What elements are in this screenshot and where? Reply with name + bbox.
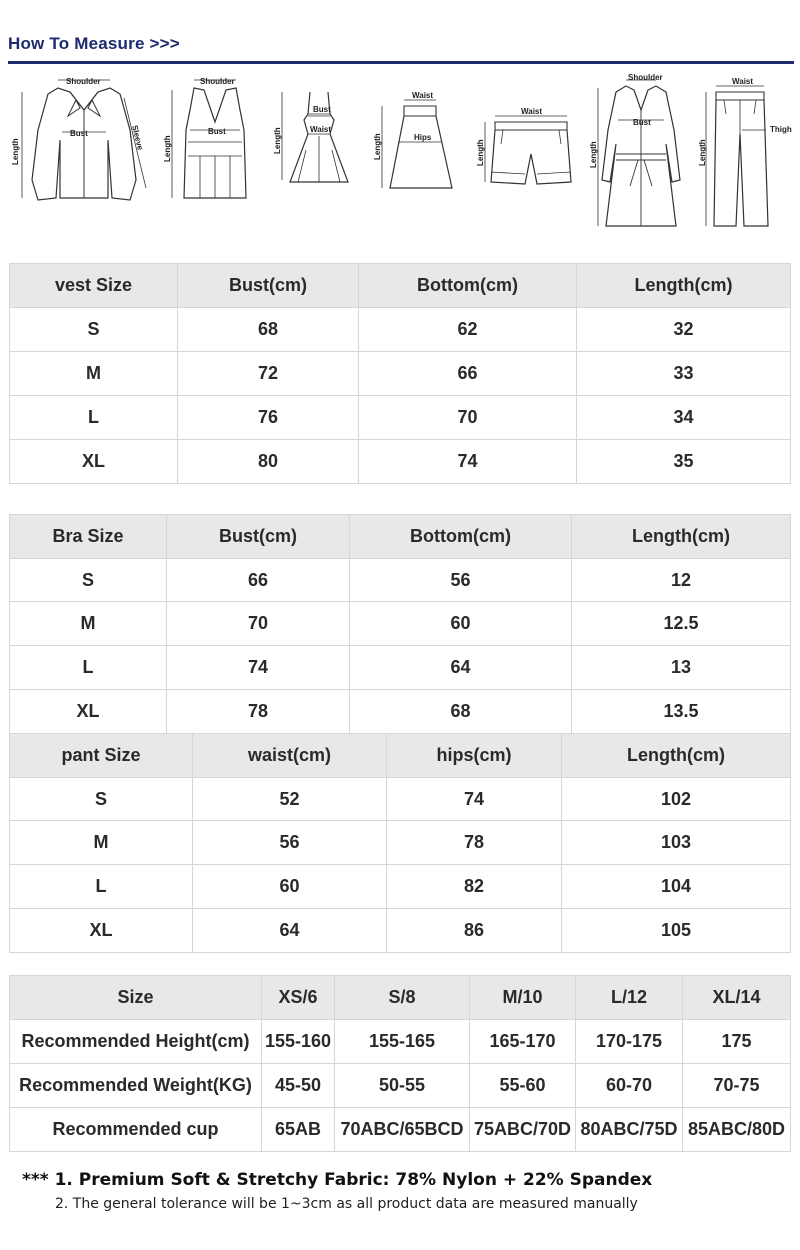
header-cell: Length(cm) — [562, 734, 791, 778]
table-cell: 72 — [178, 352, 359, 396]
table-cell: 74 — [167, 646, 350, 690]
blouse-sleeve-label: Sleeve — [130, 124, 145, 152]
vest-size-table — [9, 263, 791, 484]
table-cell: M — [10, 602, 167, 646]
table-cell: 165-170 — [470, 1020, 576, 1064]
pants-waist-label: Waist — [732, 77, 754, 86]
measurement-diagrams — [0, 70, 800, 240]
product-notes — [22, 1170, 792, 1212]
table-cell: 103 — [562, 821, 791, 865]
table-cell: 62 — [359, 308, 577, 352]
coat-diagram — [588, 70, 693, 240]
coat-length-label: Length — [589, 141, 598, 168]
table-row — [10, 559, 791, 602]
table-cell: S — [10, 778, 193, 821]
header-cell: Bottom(cm) — [359, 264, 577, 308]
table-cell: 102 — [562, 778, 791, 821]
table-row — [10, 778, 791, 821]
table-cell: XL — [10, 909, 193, 953]
header-cell: Bust(cm) — [178, 264, 359, 308]
table-cell: 105 — [562, 909, 791, 953]
table-cell: 52 — [193, 778, 387, 821]
bra-size-table — [9, 514, 791, 734]
table-row — [10, 865, 791, 909]
table-cell: L — [10, 865, 193, 909]
tank-diagram — [160, 70, 270, 210]
table-cell: 13 — [572, 646, 791, 690]
table-cell: 64 — [193, 909, 387, 953]
table-cell: 155-165 — [335, 1020, 470, 1064]
table-row — [10, 602, 791, 646]
table-cell: 70 — [167, 602, 350, 646]
table-row — [10, 308, 791, 352]
recommendation-table — [9, 975, 791, 1152]
how-to-measure-header — [8, 34, 792, 54]
table-cell: 12.5 — [572, 602, 791, 646]
table-cell: 74 — [359, 440, 577, 484]
skirt-hips-label: Hips — [414, 133, 432, 142]
shorts-waist-label: Waist — [521, 107, 543, 116]
table-cell: 50-55 — [335, 1064, 470, 1108]
pants-diagram — [698, 70, 798, 240]
header-cell: Size — [10, 976, 262, 1020]
header-cell: XS/6 — [262, 976, 335, 1020]
table-cell: 74 — [387, 778, 562, 821]
table-cell: 66 — [359, 352, 577, 396]
pant-size-table — [9, 733, 791, 953]
table-cell: S — [10, 559, 167, 602]
table-cell: M — [10, 352, 178, 396]
skirt-length-label: Length — [373, 133, 382, 160]
dress-diagram — [272, 70, 367, 210]
header-title: How To Measure >>> — [8, 34, 180, 53]
table-cell: 64 — [350, 646, 572, 690]
blouse-bust-label: Bust — [70, 129, 88, 138]
header-cell: XL/14 — [683, 976, 791, 1020]
table-header-row — [10, 976, 791, 1020]
table-row — [10, 821, 791, 865]
table-cell: 68 — [178, 308, 359, 352]
tank-bust-label: Bust — [208, 127, 226, 136]
table-cell: 60-70 — [576, 1064, 683, 1108]
table-cell: 60 — [193, 865, 387, 909]
table-cell: 70-75 — [683, 1064, 791, 1108]
table-cell: 175 — [683, 1020, 791, 1064]
header-cell: waist(cm) — [193, 734, 387, 778]
table-row — [10, 440, 791, 484]
table-header-row — [10, 734, 791, 778]
header-cell: Length(cm) — [577, 264, 791, 308]
header-cell: Bra Size — [10, 515, 167, 559]
table-cell: L — [10, 396, 178, 440]
table-cell: 78 — [167, 690, 350, 734]
table-cell: 33 — [577, 352, 791, 396]
table-cell: 34 — [577, 396, 791, 440]
coat-bust-label: Bust — [633, 118, 651, 127]
table-row — [10, 1108, 791, 1152]
table-cell: 68 — [350, 690, 572, 734]
header-cell: Length(cm) — [572, 515, 791, 559]
table-row — [10, 909, 791, 953]
table-cell: 13.5 — [572, 690, 791, 734]
table-cell: 75ABC/70D — [470, 1108, 576, 1152]
header-divider — [8, 61, 794, 64]
blouse-diagram — [8, 70, 158, 210]
table-cell: 56 — [350, 559, 572, 602]
pants-length-label: Length — [698, 139, 707, 166]
table-cell: XL — [10, 690, 167, 734]
coat-shoulder-label: Shoulder — [628, 73, 663, 82]
skirt-diagram — [372, 70, 472, 210]
table-cell: 170-175 — [576, 1020, 683, 1064]
table-cell: 35 — [577, 440, 791, 484]
table-cell: 78 — [387, 821, 562, 865]
header-cell: M/10 — [470, 976, 576, 1020]
dress-waist-label: Waist — [310, 125, 332, 134]
table-cell: 86 — [387, 909, 562, 953]
table-row — [10, 646, 791, 690]
header-cell: pant Size — [10, 734, 193, 778]
header-cell: L/12 — [576, 976, 683, 1020]
table-cell: Recommended cup — [10, 1108, 262, 1152]
table-cell: 80ABC/75D — [576, 1108, 683, 1152]
table-cell: 70ABC/65BCD — [335, 1108, 470, 1152]
table-cell: M — [10, 821, 193, 865]
table-cell: 82 — [387, 865, 562, 909]
table-cell: 80 — [178, 440, 359, 484]
table-header-row — [10, 515, 791, 559]
table-header-row — [10, 264, 791, 308]
blouse-length-label: Length — [11, 138, 20, 165]
header-cell: vest Size — [10, 264, 178, 308]
table-cell: 85ABC/80D — [683, 1108, 791, 1152]
table-cell: 45-50 — [262, 1064, 335, 1108]
pants-thigh-label: Thigh — [770, 125, 792, 134]
blouse-shoulder-label: Shoulder — [66, 77, 101, 86]
table-cell: 56 — [193, 821, 387, 865]
table-cell: XL — [10, 440, 178, 484]
dress-bust-label: Bust — [313, 105, 331, 114]
table-cell: 60 — [350, 602, 572, 646]
tank-length-label: Length — [163, 135, 172, 162]
table-cell: 65AB — [262, 1108, 335, 1152]
table-cell: S — [10, 308, 178, 352]
table-cell: Recommended Weight(KG) — [10, 1064, 262, 1108]
header-cell: Bottom(cm) — [350, 515, 572, 559]
table-cell: 104 — [562, 865, 791, 909]
table-row — [10, 396, 791, 440]
table-row — [10, 690, 791, 734]
dress-length-label: Length — [273, 127, 282, 154]
table-cell: 66 — [167, 559, 350, 602]
header-cell: S/8 — [335, 976, 470, 1020]
header-cell: hips(cm) — [387, 734, 562, 778]
table-cell: 55-60 — [470, 1064, 576, 1108]
header-cell: Bust(cm) — [167, 515, 350, 559]
table-cell: 70 — [359, 396, 577, 440]
table-cell: 155-160 — [262, 1020, 335, 1064]
table-row — [10, 1020, 791, 1064]
table-row — [10, 1064, 791, 1108]
table-cell: 12 — [572, 559, 791, 602]
skirt-waist-label: Waist — [412, 91, 434, 100]
tolerance-note: 2. The general tolerance will be 1~3cm as all product data are measured manually — [55, 1196, 638, 1212]
table-cell: L — [10, 646, 167, 690]
fabric-note: *** 1. Premium Soft & Stretchy Fabric: 78% Nylon + 22% Spandex — [22, 1170, 653, 1190]
table-cell: 76 — [178, 396, 359, 440]
table-cell: Recommended Height(cm) — [10, 1020, 262, 1064]
shorts-length-label: Length — [476, 139, 485, 166]
table-cell: 32 — [577, 308, 791, 352]
shorts-diagram — [475, 70, 585, 210]
tank-shoulder-label: Shoulder — [200, 77, 235, 86]
table-row — [10, 352, 791, 396]
